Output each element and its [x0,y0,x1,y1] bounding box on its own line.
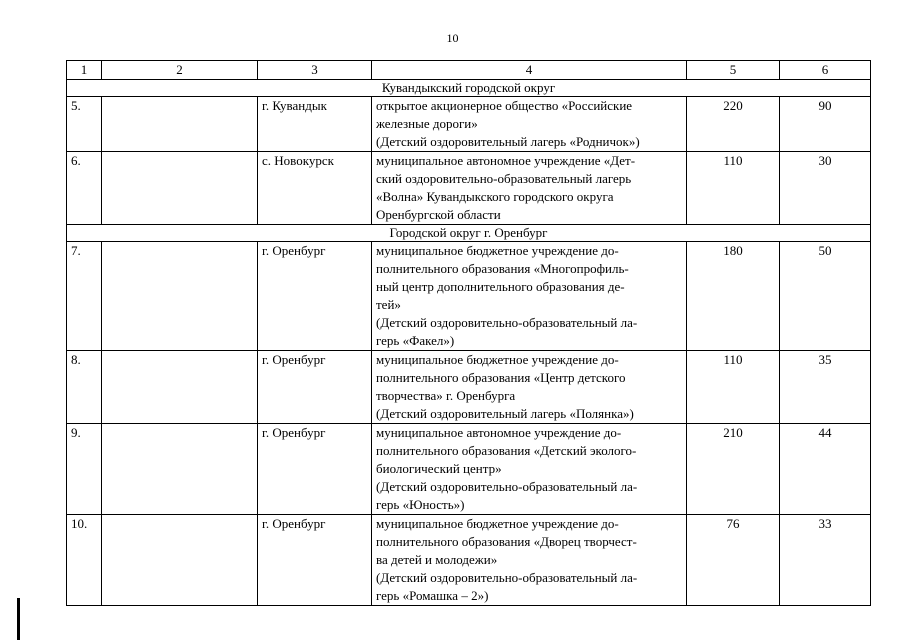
description-line: Оренбургской области [376,207,501,222]
row-number: 8. [67,351,102,424]
description-line: полнительного образования «Дворец творчест- [376,534,637,549]
row-value-5: 110 [687,351,780,424]
camps-table [66,60,871,606]
row-place: с. Новокурск [258,152,372,225]
row-col2 [102,424,258,515]
section-row [67,225,871,242]
description-line: (Детский оздоровительный лагерь «Родничок») [376,134,640,149]
description-line: полнительного образования «Центр детского [376,370,626,385]
description-line: муниципальное автономное учреждение «Дет- [376,153,636,168]
row-value-6: 35 [780,351,871,424]
header-row [67,61,871,80]
description-line: герь «Юность») [376,497,465,512]
description-line: творчества» г. Оренбурга [376,388,516,403]
description-line: муниципальное автономное учреждение до- [376,425,622,440]
row-col2 [102,152,258,225]
row-value-5: 180 [687,242,780,351]
row-description [372,515,687,606]
row-number: 6. [67,152,102,225]
row-value-6: 44 [780,424,871,515]
row-number: 5. [67,97,102,152]
margin-line [17,598,20,640]
description-line: (Детский оздоровительно-образовательный ла- [376,479,638,494]
table-row [67,152,871,225]
row-value-6: 30 [780,152,871,225]
description-line: муниципальное бюджетное учреждение до- [376,243,619,258]
description-line: ный центр дополнительного образования де- [376,279,625,294]
description-line: полнительного образования «Многопрофиль- [376,261,629,276]
row-col2 [102,97,258,152]
table-row [67,351,871,424]
header-cell-6: 6 [780,61,871,80]
description-line: «Волна» Кувандыкского городского округа [376,189,614,204]
description-line: герь «Ромашка – 2») [376,588,489,603]
header-cell-3: 3 [258,61,372,80]
description-line: железные дороги» [376,116,478,131]
page-number: 10 [446,31,459,45]
row-place: г. Оренбург [258,424,372,515]
header-cell-2: 2 [102,61,258,80]
description-line: герь «Факел») [376,333,455,348]
row-value-5: 110 [687,152,780,225]
table-row [67,97,871,152]
table-row [67,424,871,515]
row-description [372,351,687,424]
description-line: (Детский оздоровительно-образовательный ла- [376,315,638,330]
table-row [67,242,871,351]
row-value-6: 90 [780,97,871,152]
section-title: Кувандыкский городской округ [67,80,871,97]
row-value-5: 76 [687,515,780,606]
row-description [372,97,687,152]
description-line: ский оздоровительно-образовательный лагерь [376,171,632,186]
row-number: 9. [67,424,102,515]
header-cell-4: 4 [372,61,687,80]
table-row [67,515,871,606]
row-description [372,152,687,225]
description-line: открытое акционерное общество «Российские [376,98,633,113]
row-description [372,424,687,515]
row-number: 10. [67,515,102,606]
row-col2 [102,515,258,606]
row-value-5: 210 [687,424,780,515]
description-line: ва детей и молодежи» [376,552,498,567]
row-place: г. Оренбург [258,242,372,351]
description-line: муниципальное бюджетное учреждение до- [376,516,619,531]
row-place: г. Оренбург [258,515,372,606]
row-col2 [102,242,258,351]
row-value-6: 33 [780,515,871,606]
row-value-5: 220 [687,97,780,152]
row-col2 [102,351,258,424]
description-line: (Детский оздоровительно-образовательный ла- [376,570,638,585]
header-cell-5: 5 [687,61,780,80]
row-number: 7. [67,242,102,351]
row-description [372,242,687,351]
row-place: г. Кувандык [258,97,372,152]
row-place: г. Оренбург [258,351,372,424]
section-title: Городской округ г. Оренбург [67,225,871,242]
description-line: (Детский оздоровительный лагерь «Полянка») [376,406,634,421]
row-value-6: 50 [780,242,871,351]
description-line: муниципальное бюджетное учреждение до- [376,352,619,367]
description-line: биологический центр» [376,461,502,476]
description-line: тей» [376,297,401,312]
header-cell-1: 1 [67,61,102,80]
section-row [67,80,871,97]
description-line: полнительного образования «Детский эколого- [376,443,637,458]
